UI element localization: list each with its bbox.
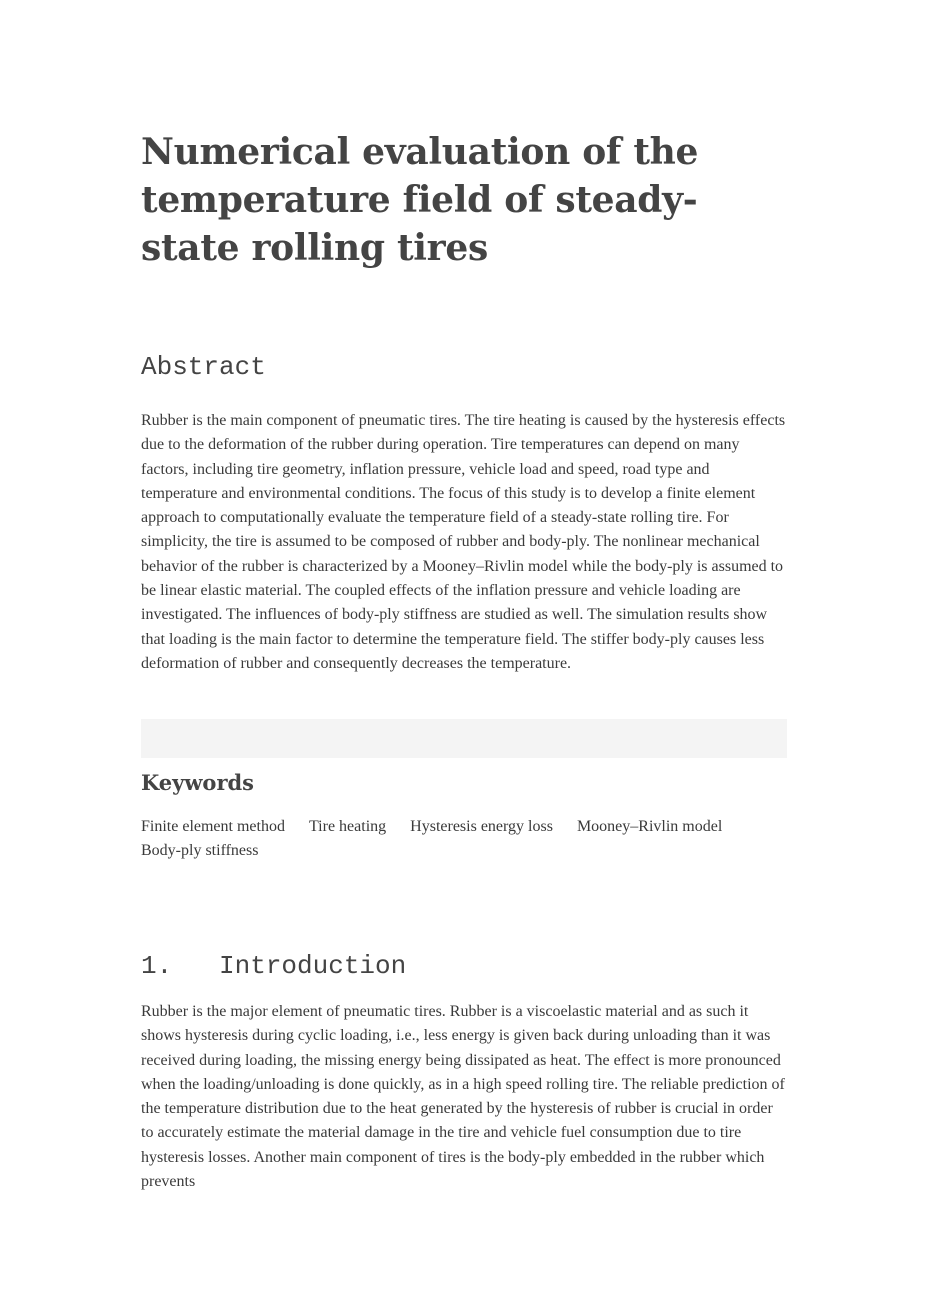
keyword-item[interactable]: Tire heating	[308, 818, 387, 835]
keywords-heading: Keywords	[141, 770, 255, 795]
keyword-item[interactable]: Mooney–Rivlin model	[576, 818, 723, 835]
section-divider-band	[141, 719, 787, 758]
keyword-item[interactable]: Body-ply stiffness	[141, 842, 259, 859]
introduction-text: Rubber is the major element of pneumatic tires. Rubber is a viscoelastic material and as such it shows hysteresis during cyclic loading, i.e., less energy is given back during unloading than it was received during loading, the missing energy being dissipated as heat. The effect is more pronounced when the loading/unloading is done quickly, as in a high speed rolling tire. The reliable prediction of the temperature distribution due to the heat generated by the hysteresis of rubber is crucial in order to accurately estimate the material damage in the tire and vehicle fuel consumption due to tire hysteresis losses. Another main component of tires is the body-ply embedded in the rubber which prevents	[141, 1003, 785, 1191]
keyword-item[interactable]: Finite element method	[141, 818, 285, 835]
introduction-heading: 1. Introduction	[141, 951, 407, 981]
keywords-list	[141, 815, 787, 863]
article-title: Numerical evaluation of the temperature field of steady-state rolling tires	[141, 131, 699, 269]
abstract-heading: Abstract	[141, 352, 266, 382]
keyword-item[interactable]: Hysteresis energy loss	[410, 818, 553, 835]
abstract-text: Rubber is the main component of pneumatic tires. The tire heating is caused by the hysteresis effects due to the deformation of the rubber during operation. Tire temperatures can depend on many factors, including tire geometry, inflation pressure, vehicle load and speed, road type and temperature and environmental conditions. The focus of this study is to develop a finite element approach to computationally evaluate the temperature field of a steady-state rolling tire. For simplicity, the tire is assumed to be composed of rubber and body-ply. The nonlinear mechanical behavior of the rubber is characterized by a Mooney–Rivlin model while the body-ply is assumed to be linear elastic material. The coupled effects of the inflation pressure and vehicle loading are investigated. The influences of body-ply stiffness are studied as well. The simulation results show that loading is the main factor to determine the temperature field. The stiffer body-ply causes less deformation of rubber and consequently decreases the temperature.	[141, 412, 786, 672]
